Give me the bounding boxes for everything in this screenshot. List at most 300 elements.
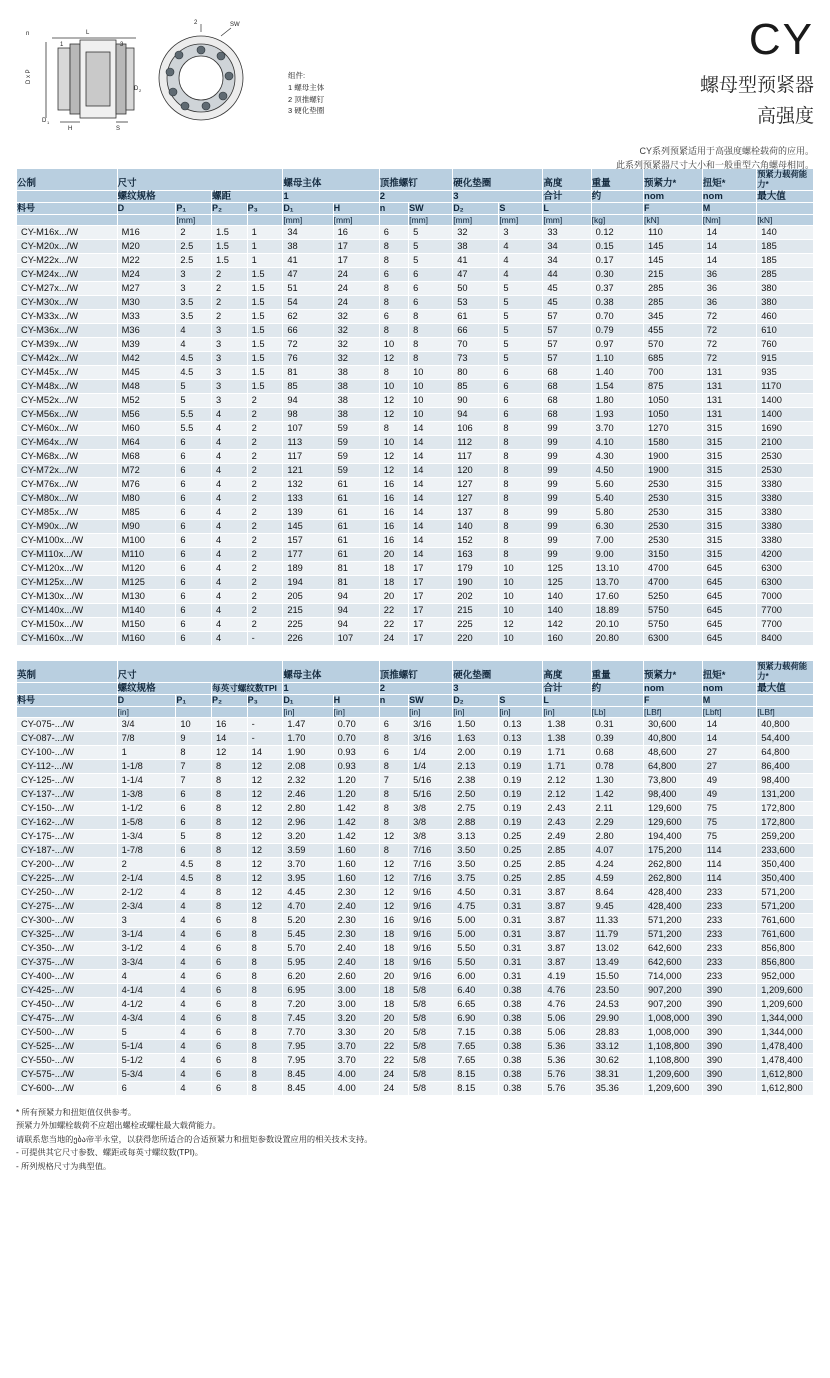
cell-value: 1.90 <box>283 745 333 759</box>
cell-value: 3380 <box>757 477 814 491</box>
cell-value: 6300 <box>644 631 703 645</box>
cell-value: 0.38 <box>591 295 643 309</box>
cell-value: 10 <box>379 435 408 449</box>
cell-value: 259,200 <box>757 829 814 843</box>
cell-value: 5 <box>409 253 453 267</box>
cell-value: 1-7/8 <box>117 843 176 857</box>
cell-value: 6 <box>176 491 212 505</box>
cell-value: 64,800 <box>644 759 703 773</box>
cell-value: 8 <box>212 899 248 913</box>
cell-value: M24 <box>117 267 176 281</box>
table-row <box>17 225 814 239</box>
svg-text:2: 2 <box>139 88 142 93</box>
cell-part-number: CY-M33x.../W <box>17 309 118 323</box>
cell-value: 6 <box>176 843 212 857</box>
cell-value: 5.76 <box>543 1067 591 1081</box>
cell-value: 1,344,000 <box>757 1025 814 1039</box>
cell-value: 2.40 <box>333 941 379 955</box>
cell-value: 7.95 <box>283 1053 333 1067</box>
sym-L-imp: L <box>543 695 591 707</box>
cell-value: 3150 <box>644 547 703 561</box>
cell-value: 99 <box>543 547 591 561</box>
cell-value: 5 <box>409 239 453 253</box>
cell-value: M30 <box>117 295 176 309</box>
cell-value: 54 <box>283 295 333 309</box>
imperial-subheader-row <box>17 682 814 694</box>
cell-value: 3.5 <box>176 295 212 309</box>
cell-part-number: CY-525-.../W <box>17 1039 118 1053</box>
cell-value: 3.87 <box>543 955 591 969</box>
cell-value: 32 <box>333 309 379 323</box>
cell-value: 14 <box>409 449 453 463</box>
cell-value: M45 <box>117 365 176 379</box>
cell-value: 4 <box>176 1053 212 1067</box>
sub-approx: 约 <box>591 190 643 202</box>
cell-part-number: CY-425-.../W <box>17 983 118 997</box>
table-row <box>17 1011 814 1025</box>
cell-value: 4 <box>212 561 248 575</box>
cell-value: 50 <box>453 281 499 295</box>
cell-value: 1.5 <box>247 295 283 309</box>
cell-value: 8 <box>247 1067 283 1081</box>
cell-part-number: CY-M68x.../W <box>17 449 118 463</box>
footnote-5: - 所列规格尺寸为典型值。 <box>16 1161 112 1171</box>
cell-value: 2100 <box>757 435 814 449</box>
cell-value: 38 <box>333 407 379 421</box>
cell-value: 1-3/4 <box>117 829 176 843</box>
cell-value: 18 <box>379 561 408 575</box>
cell-value: 1580 <box>644 435 703 449</box>
cell-value: 36 <box>702 281 757 295</box>
cell-value: 3-1/4 <box>117 927 176 941</box>
cell-value: 8 <box>379 787 408 801</box>
cell-value: 5 <box>117 1025 176 1039</box>
cell-value: 4 <box>176 955 212 969</box>
sub-part-2: 2 <box>379 190 452 202</box>
cell-value: 6 <box>499 379 543 393</box>
cell-value: 194 <box>283 575 333 589</box>
table-row <box>17 1067 814 1081</box>
cell-value: 140 <box>757 225 814 239</box>
cell-value: 51 <box>283 281 333 295</box>
cell-value: 0.19 <box>499 773 543 787</box>
sub-nom-m: nom <box>702 190 757 202</box>
cell-value: 4 <box>212 631 248 645</box>
cell-value: M68 <box>117 449 176 463</box>
cell-value: 2.80 <box>283 801 333 815</box>
cell-value: 20 <box>379 969 408 983</box>
footnote-3: 请联系您当地的ება帝半永堂，以获得您所适合的合适预紧力和扭矩参数设置应用的相关技术支持。 <box>16 1134 373 1144</box>
cell-value: 114 <box>702 857 757 871</box>
cell-part-number: CY-M52x.../W <box>17 393 118 407</box>
cell-value: 0.38 <box>499 983 543 997</box>
unit-weight-imp: [Lb] <box>591 706 643 717</box>
cell-value: 99 <box>543 505 591 519</box>
cell-value: 5/8 <box>409 997 453 1011</box>
cell-value: 32 <box>333 323 379 337</box>
sub-blank-imp <box>17 682 118 694</box>
cell-value: 14 <box>409 463 453 477</box>
cell-value: 2.12 <box>543 773 591 787</box>
cell-value: 5.5 <box>176 421 212 435</box>
cell-value: 3/4 <box>117 717 176 731</box>
cell-value: 5 <box>499 281 543 295</box>
table-row <box>17 717 814 731</box>
cell-value: 40,800 <box>644 731 703 745</box>
cell-value: 1 <box>117 745 176 759</box>
cell-value: 5 <box>499 309 543 323</box>
cell-value: 315 <box>702 421 757 435</box>
cell-value: 2.32 <box>283 773 333 787</box>
cell-value: 0.31 <box>499 969 543 983</box>
page-subtitle-1: 螺母型预紧器 <box>699 75 814 96</box>
cell-value: 5750 <box>644 603 703 617</box>
cell-value: 24 <box>379 1067 408 1081</box>
cell-value: 0.13 <box>499 731 543 745</box>
cell-value: 110 <box>644 225 703 239</box>
cell-value: 17 <box>333 239 379 253</box>
cell-value: 4 <box>212 519 248 533</box>
cell-value: 1.10 <box>591 351 643 365</box>
cell-value: 30,600 <box>644 717 703 731</box>
col-group-size: 尺寸 <box>117 169 283 191</box>
cell-value: 76 <box>283 351 333 365</box>
col-group-nutbody-imp: 螺母主体 <box>283 660 379 682</box>
cell-value: 390 <box>702 1081 757 1095</box>
cell-value: 14 <box>409 435 453 449</box>
col-group-nutbody: 螺母主体 <box>283 169 379 191</box>
cell-value: 1,008,000 <box>644 1011 703 1025</box>
cell-value: 16 <box>333 225 379 239</box>
sub-pitch: 螺距 <box>212 190 283 202</box>
cell-value: 9/16 <box>409 899 453 913</box>
cell-part-number: CY-325-.../W <box>17 927 118 941</box>
cell-value: 3.13 <box>453 829 499 843</box>
cell-value: 1.5 <box>247 323 283 337</box>
cell-value: 1.20 <box>333 787 379 801</box>
cell-value: 2.40 <box>333 899 379 913</box>
metric-spec-table <box>16 168 814 646</box>
cell-value: 4 <box>499 239 543 253</box>
cell-value: 131,200 <box>757 787 814 801</box>
cell-value: 38 <box>333 379 379 393</box>
cell-value: 8 <box>247 983 283 997</box>
cell-value: 5.50 <box>453 955 499 969</box>
cell-value: 7.70 <box>283 1025 333 1039</box>
svg-text:D: D <box>134 86 139 92</box>
unit-P1: [mm] <box>176 214 212 225</box>
cell-value: 94 <box>453 407 499 421</box>
cell-value: 1,008,000 <box>644 1025 703 1039</box>
cell-part-number: CY-225-.../W <box>17 871 118 885</box>
table-row <box>17 449 814 463</box>
cell-value: 390 <box>702 997 757 1011</box>
sym-weight-imp <box>591 695 643 707</box>
table-row <box>17 463 814 477</box>
cell-value: 20 <box>379 1011 408 1025</box>
cell-value: 6 <box>176 435 212 449</box>
cell-part-number: CY-M64x.../W <box>17 435 118 449</box>
cell-value: 2 <box>247 575 283 589</box>
cell-value: 140 <box>543 603 591 617</box>
cell-value: 38 <box>333 365 379 379</box>
cell-value: 6 <box>499 407 543 421</box>
table-row <box>17 393 814 407</box>
cell-value: 6 <box>212 1039 248 1053</box>
table-row <box>17 857 814 871</box>
cell-value: 6 <box>176 533 212 547</box>
cell-part-number: CY-M45x.../W <box>17 365 118 379</box>
cell-value: 5.06 <box>543 1025 591 1039</box>
cell-value: 215 <box>644 267 703 281</box>
unit-M-imp: [Lbft] <box>702 706 757 717</box>
cell-value: 6 <box>212 1053 248 1067</box>
cell-value: 3.75 <box>453 871 499 885</box>
cell-value: 350,400 <box>757 871 814 885</box>
cell-value: 99 <box>543 449 591 463</box>
cell-value: 4.5 <box>176 365 212 379</box>
cell-value: 6 <box>176 787 212 801</box>
table-row <box>17 477 814 491</box>
cell-value: 5/8 <box>409 1011 453 1025</box>
cell-value: 1.42 <box>333 815 379 829</box>
cell-value: 3 <box>212 351 248 365</box>
cell-value: 8 <box>212 871 248 885</box>
cell-part-number: CY-175-.../W <box>17 829 118 843</box>
cell-value: 16 <box>379 519 408 533</box>
cell-value: 17 <box>409 575 453 589</box>
col-group-preload-imp: 预紧力* <box>644 660 703 682</box>
cell-value: 1,209,600 <box>644 1067 703 1081</box>
cell-value: 4 <box>212 449 248 463</box>
sub-max: 最大值 <box>757 190 814 202</box>
cell-value: 380 <box>757 281 814 295</box>
cell-value: 7 <box>176 759 212 773</box>
cell-value: 5.36 <box>543 1053 591 1067</box>
cell-value: 315 <box>702 477 757 491</box>
cell-value: 8 <box>499 505 543 519</box>
cell-value: 315 <box>702 547 757 561</box>
cell-value: 137 <box>453 505 499 519</box>
cell-value: 2530 <box>644 491 703 505</box>
cell-value: 8 <box>379 295 408 309</box>
cell-value: 1,108,800 <box>644 1039 703 1053</box>
cell-value: 220 <box>453 631 499 645</box>
svg-text:D x P: D x P <box>26 69 32 84</box>
cell-value: 24 <box>333 281 379 295</box>
unit-partno-imp <box>17 706 118 717</box>
cell-value: 106 <box>453 421 499 435</box>
cell-value: 4-3/4 <box>117 1011 176 1025</box>
cell-part-number: CY-M60x.../W <box>17 421 118 435</box>
cell-value: 6 <box>212 997 248 1011</box>
cell-value: 2.29 <box>591 815 643 829</box>
cell-value: 57 <box>543 351 591 365</box>
svg-text:1: 1 <box>47 120 50 125</box>
cell-value: M60 <box>117 421 176 435</box>
cell-value: 66 <box>453 323 499 337</box>
cell-value: 94 <box>333 589 379 603</box>
cell-value: 2.50 <box>453 787 499 801</box>
cell-part-number: CY-M30x.../W <box>17 295 118 309</box>
unit-cap: [kN] <box>757 214 814 225</box>
cell-value: 645 <box>702 617 757 631</box>
cell-value: 12 <box>379 899 408 913</box>
col-group-height: 高度 <box>543 169 591 191</box>
cell-value: 4.76 <box>543 983 591 997</box>
cell-value: 114 <box>702 871 757 885</box>
cell-value: 18.89 <box>591 603 643 617</box>
cell-value: 72 <box>702 323 757 337</box>
cell-value: 172,800 <box>757 815 814 829</box>
cell-value: 2.46 <box>283 787 333 801</box>
cell-value: 8.45 <box>283 1067 333 1081</box>
cell-value: 14 <box>247 745 283 759</box>
sym-cap <box>757 203 814 215</box>
cell-part-number: CY-M20x.../W <box>17 239 118 253</box>
cell-value: M80 <box>117 491 176 505</box>
cell-value: 6 <box>212 1011 248 1025</box>
cell-value: 3380 <box>757 519 814 533</box>
cell-value: 8 <box>499 463 543 477</box>
table-row <box>17 843 814 857</box>
cell-value: M100 <box>117 533 176 547</box>
cell-value: 3/8 <box>409 829 453 843</box>
cell-value: 3.95 <box>283 871 333 885</box>
cell-value: 3 <box>212 393 248 407</box>
cell-value: 80 <box>453 365 499 379</box>
col-group-pushscrew-imp: 顶推螺钉 <box>379 660 452 682</box>
cell-value: 233,600 <box>757 843 814 857</box>
cell-value: 8 <box>499 547 543 561</box>
cell-value: 12 <box>247 899 283 913</box>
cell-value: 175,200 <box>644 843 703 857</box>
cell-value: 68 <box>543 407 591 421</box>
cell-value: 1.63 <box>453 731 499 745</box>
unit-D-imp: [in] <box>117 706 176 717</box>
cell-value: 761,600 <box>757 913 814 927</box>
cell-value: 8 <box>247 997 283 1011</box>
cell-value: 4 <box>499 267 543 281</box>
cell-value: 3/8 <box>409 815 453 829</box>
cell-value: 4.50 <box>453 885 499 899</box>
cell-value: 2.12 <box>543 787 591 801</box>
cell-value: 5-1/4 <box>117 1039 176 1053</box>
unit-n-imp <box>379 706 408 717</box>
cell-value: 3.5 <box>176 309 212 323</box>
cell-value: 12 <box>499 617 543 631</box>
cell-value: 935 <box>757 365 814 379</box>
cell-part-number: CY-400-.../W <box>17 969 118 983</box>
imperial-unit-row <box>17 706 814 717</box>
cell-value: 4.5 <box>176 857 212 871</box>
cell-value: M64 <box>117 435 176 449</box>
sym-D2-imp: D₂ <box>453 695 499 707</box>
cell-value: 1.5 <box>247 337 283 351</box>
cell-value: 34 <box>543 239 591 253</box>
cell-value: 17 <box>409 603 453 617</box>
cell-value: 8 <box>247 927 283 941</box>
cell-value: 99 <box>543 435 591 449</box>
cell-value: 35.36 <box>591 1081 643 1095</box>
table-row <box>17 871 814 885</box>
cell-value: 6.40 <box>453 983 499 997</box>
sym-M-imp: M <box>702 695 757 707</box>
cell-value: 1/4 <box>409 745 453 759</box>
cell-value: 4.10 <box>591 435 643 449</box>
cell-value: 1,209,600 <box>757 983 814 997</box>
cell-value: 2 <box>247 561 283 575</box>
col-group-capacity-imp: 预紧力载荷能力* <box>757 660 814 682</box>
table-row <box>17 295 814 309</box>
cell-value: 12 <box>247 759 283 773</box>
cell-value: 57 <box>543 309 591 323</box>
cell-value: 645 <box>702 575 757 589</box>
svg-text:1: 1 <box>60 42 64 48</box>
cell-value: 7700 <box>757 603 814 617</box>
cell-value: 75 <box>702 829 757 843</box>
cell-value: 0.30 <box>591 267 643 281</box>
cell-value: 24 <box>333 295 379 309</box>
table-row <box>17 829 814 843</box>
cell-value: 5.45 <box>283 927 333 941</box>
cell-value: 6.95 <box>283 983 333 997</box>
page-subtitle-2: 高强度 <box>756 106 814 127</box>
svg-text:2: 2 <box>194 20 198 26</box>
cell-value: 5 <box>499 337 543 351</box>
cell-value: 8 <box>499 435 543 449</box>
sym-SW: SW <box>409 203 453 215</box>
cell-value: 8.15 <box>453 1067 499 1081</box>
cell-value: 5 <box>499 295 543 309</box>
cell-value: - <box>247 717 283 731</box>
cell-value: 610 <box>757 323 814 337</box>
table-row <box>17 239 814 253</box>
cell-value: 4 <box>176 927 212 941</box>
cell-value: 9/16 <box>409 955 453 969</box>
cell-value: 86,400 <box>757 759 814 773</box>
cell-value: 3.87 <box>543 899 591 913</box>
cell-value: 7/16 <box>409 857 453 871</box>
cell-value: 907,200 <box>644 997 703 1011</box>
cell-value: 202 <box>453 589 499 603</box>
cell-value: 17 <box>409 631 453 645</box>
cell-value: 8 <box>247 1053 283 1067</box>
cell-value: 57 <box>543 323 591 337</box>
cell-value: 4 <box>212 547 248 561</box>
cell-value: 10 <box>409 393 453 407</box>
cell-value: 315 <box>702 449 757 463</box>
cell-part-number: CY-M90x.../W <box>17 519 118 533</box>
cell-value: 73 <box>453 351 499 365</box>
cell-value: 5.40 <box>591 491 643 505</box>
cell-value: 189 <box>283 561 333 575</box>
cell-value: 133 <box>283 491 333 505</box>
cell-value: 12 <box>379 393 408 407</box>
cell-value: 1.60 <box>333 843 379 857</box>
cell-value: 1400 <box>757 407 814 421</box>
cell-value: 125 <box>543 575 591 589</box>
cell-value: 2-3/4 <box>117 899 176 913</box>
cell-value: 10 <box>379 379 408 393</box>
cell-value: 6 <box>499 393 543 407</box>
cell-value: 2.88 <box>453 815 499 829</box>
cell-value: 2-1/4 <box>117 871 176 885</box>
cell-value: 1-5/8 <box>117 815 176 829</box>
cell-value: M27 <box>117 281 176 295</box>
cell-part-number: CY-M80x.../W <box>17 491 118 505</box>
cell-value: 571,200 <box>644 927 703 941</box>
